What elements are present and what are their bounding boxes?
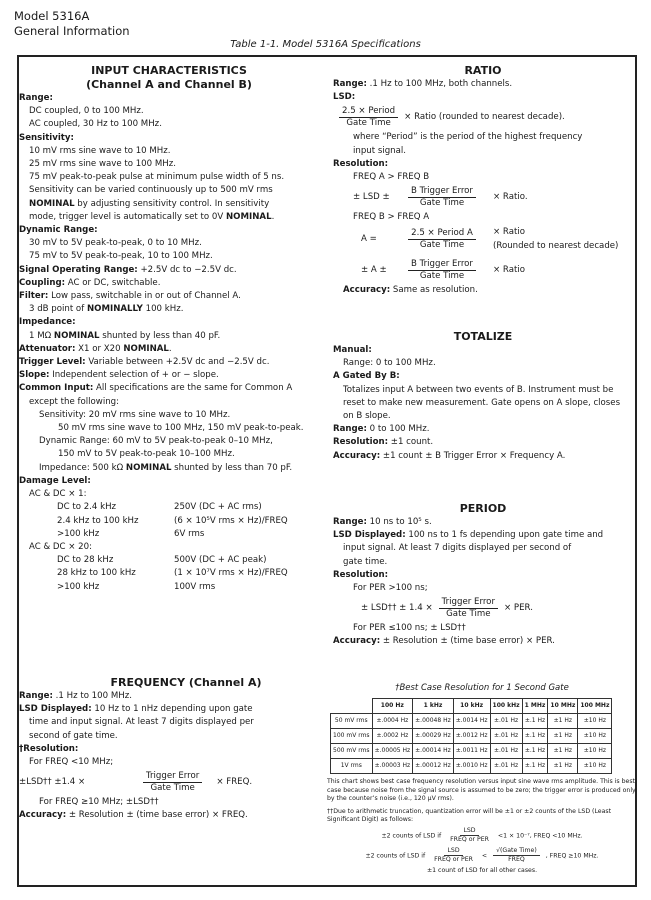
eq-suffix: × Ratio.: [493, 192, 528, 203]
fraction: [493, 847, 540, 864]
table-cell: ±10 Hz: [578, 714, 612, 729]
damage-range: >100 kHz: [57, 528, 100, 539]
spec-line: [19, 330, 319, 343]
ratio-section: [333, 64, 633, 297]
spec-line: second of gate time.: [29, 730, 118, 741]
corner-cell: [331, 699, 373, 714]
spec-label: Accuracy:: [333, 636, 381, 647]
spec-label: Dynamic Range:: [19, 225, 98, 236]
spec-value: Variable between +2.5V dc and −2.5V dc.: [85, 357, 270, 368]
damage-range: DC to 28 kHz: [57, 555, 114, 566]
spec-line: [333, 450, 633, 463]
spec-line: [19, 290, 319, 303]
spec-line: DC coupled, 0 to 100 MHz.: [29, 106, 144, 117]
spec-label: Accuracy:: [343, 284, 391, 295]
spec-line: Dynamic Range: 60 mV to 5V peak-to-peak 0–10 MHz,: [39, 436, 273, 447]
spec-line: [19, 198, 319, 211]
text: Impedance: 500 kΩ: [39, 462, 126, 473]
spec-line: 150 mV to 5V peak-to-peak 10–100 MHz.: [58, 449, 235, 460]
numerator: Trigger Error: [439, 597, 498, 609]
denominator: Gate Time: [446, 609, 491, 620]
table-cell: ±.0010 Hz: [453, 759, 490, 774]
condition-suffix: , FREQ ≥10 MHz.: [545, 852, 599, 860]
spec-label: A Gated By B:: [333, 371, 400, 382]
eq-suffix: × FREQ.: [216, 777, 253, 788]
table-cell: ±10 Hz: [578, 759, 612, 774]
numerator: 2.5 × Period A: [408, 228, 476, 240]
spec-line: [19, 343, 319, 356]
spec-label: Range:: [333, 517, 367, 527]
table-cell: ±10 Hz: [578, 729, 612, 744]
table-header-row: [331, 699, 612, 714]
lsd-equation: [333, 106, 633, 129]
section-title: TOTALIZE: [453, 330, 513, 343]
text: 3 dB point of: [29, 304, 87, 315]
resolution-equation: [333, 597, 633, 620]
spec-label: Resolution:: [333, 158, 389, 169]
damage-range: 2.4 kHz to 100 kHz: [57, 515, 139, 526]
frequency-section: [19, 676, 319, 823]
damage-group-title: AC & DC × 20:: [29, 541, 93, 552]
spec-value: AC or DC, switchable.: [65, 277, 161, 288]
spec-label: Resolution:: [333, 569, 389, 580]
nominal-text: NOMINAL: [53, 330, 100, 341]
table-cell: ±.01 Hz: [490, 744, 522, 759]
table-row: [331, 714, 612, 729]
spec-value: .1 Hz to 100 MHz.: [52, 691, 132, 701]
spec-line: 75 mV to 5V peak-to-peak, 10 to 100 MHz.: [29, 251, 213, 262]
damage-row: [19, 567, 319, 580]
spec-line: [333, 529, 633, 542]
column-header: 100 MHz: [578, 699, 612, 714]
text: 100 kHz.: [142, 304, 184, 315]
period-section: [333, 502, 633, 649]
spec-line: time and input signal. At least 7 digits displayed per: [29, 717, 254, 728]
fraction: [339, 106, 398, 129]
spec-label: Signal Operating Range:: [19, 264, 138, 275]
spec-value: 100 ns to 1 fs depending upon gate time and: [405, 530, 604, 541]
spec-value: ± Resolution ± (time base error) × FREQ.: [66, 810, 248, 821]
damage-limit: 500V (DC + AC peak): [174, 555, 267, 566]
table-cell: ±.0011 Hz: [453, 744, 490, 759]
spec-value: +2.5V dc to −2.5V dc.: [137, 264, 237, 275]
resolution-equation: [333, 259, 633, 282]
condition-prefix: ±2 counts of LSD if: [381, 832, 442, 840]
spec-line: Totalizes input A between two events of B. Instrument must be: [343, 384, 614, 395]
table-caption: Table 1-1. Model 5316A Specifications: [230, 39, 421, 50]
numerator: LSD: [460, 827, 478, 836]
fraction: [447, 827, 492, 844]
spec-value: ± Resolution ± (time base error) × PER.: [380, 636, 555, 647]
table-cell: ±.00048 Hz: [413, 714, 454, 729]
damage-row: [19, 554, 319, 567]
table-cell: ±.0012 Hz: [453, 729, 490, 744]
note-chart-explanation: This chart shows best case frequency resolution versus input sine wave rms amplitude. This is best case because noise from the signal source is assumed to be zero; the trigger error is produced only by the counter’s noise (i.e., 120 μV rms).: [327, 778, 636, 803]
resolution-equation: [333, 186, 633, 209]
resolution-equation: [19, 771, 319, 794]
eq-suffix-group: [493, 226, 618, 252]
damage-row: [19, 528, 319, 541]
text: shunted by less than 70 pF.: [171, 462, 293, 473]
spec-label: LSD:: [333, 92, 356, 103]
spec-line: [19, 462, 319, 475]
spec-label: Filter:: [19, 291, 49, 302]
spec-line: Sensitivity: 20 mV rms sine wave to 10 MHz.: [39, 409, 231, 420]
table-cell: ±.00012 Hz: [413, 759, 454, 774]
spec-line: 10 mV rms sine wave to 10 MHz.: [29, 145, 171, 156]
spec-label: LSD Displayed:: [19, 704, 92, 715]
spec-label: Range:: [333, 79, 367, 89]
damage-range: DC to 2.4 kHz: [57, 502, 117, 513]
spec-line: [19, 703, 319, 716]
table-title: †Best Case Resolution for 1 Second Gate: [395, 683, 569, 693]
eq-suffix: × Ratio: [493, 264, 525, 275]
damage-limit: 100V rms: [174, 581, 216, 592]
eq-prefix: ± A ±: [361, 264, 387, 275]
spec-line: [19, 382, 319, 395]
spec-line: Sensitivity can be varied continuously up to 500 mV rms: [29, 185, 273, 196]
input-characteristics-section: [19, 64, 319, 594]
text: mode, trigger level is automatically set to 0V: [29, 211, 226, 222]
table-cell: ±.0004 Hz: [372, 714, 413, 729]
numerator: B Trigger Error: [408, 186, 476, 198]
spec-label: Range:: [333, 424, 367, 435]
damage-limit: (1 × 10⁷V rms × Hz)/FREQ: [174, 568, 288, 579]
table-cell: ±1 Hz: [548, 714, 578, 729]
eq-suffix: × Ratio (rounded to nearest decade).: [404, 112, 565, 123]
denominator: FREQ or PER: [450, 835, 489, 843]
damage-row: [19, 581, 319, 594]
page-header: [14, 9, 130, 39]
spec-value: ±1 count ± B Trigger Error × Frequency A.: [380, 450, 566, 461]
table-row: [331, 759, 612, 774]
row-header: 1V rms: [331, 759, 373, 774]
spec-line: For FREQ <10 MHz;: [29, 757, 114, 768]
numerator: LSD: [444, 847, 462, 856]
spec-label: Trigger Level:: [19, 357, 86, 368]
spec-line: [333, 635, 633, 648]
numerator: Trigger Error: [143, 771, 202, 783]
text: 1 MΩ: [29, 330, 54, 341]
resolution-table-section: [327, 682, 637, 875]
spec-label: Accuracy:: [333, 450, 381, 461]
spec-line: FREQ A > FREQ B: [353, 172, 430, 183]
nominal-text: NOMINAL: [225, 211, 272, 222]
spec-label: LSD Displayed:: [333, 530, 406, 541]
right-column: [327, 64, 636, 874]
spec-line: except the following:: [29, 396, 120, 407]
spec-line: input signal.: [353, 145, 406, 156]
section-subtitle: (Channel A and Channel B): [86, 78, 252, 91]
text: by adjusting sensitivity control. In sensitivity: [74, 198, 270, 209]
spec-label: Accuracy:: [19, 810, 67, 821]
spec-line: [333, 516, 633, 529]
fraction: [439, 597, 498, 620]
spec-line: 25 mV rms sine wave to 100 MHz.: [29, 159, 176, 170]
eq-prefix: ± LSD†† ± 1.4 ×: [361, 603, 433, 614]
table-cell: ±.1 Hz: [522, 759, 548, 774]
spec-value: ±1 count.: [388, 437, 434, 448]
spec-line: For PER >100 ns;: [353, 583, 428, 594]
totalize-section: [333, 330, 633, 463]
spec-line: mode, trigger level is automatically set to 0V NOMINAL.: [29, 211, 275, 222]
spec-label: Manual:: [333, 345, 372, 355]
resolution-table: [330, 698, 612, 774]
spec-line: 75 mV peak-to-peak pulse at minimum pulse width of 5 ns.: [29, 172, 285, 183]
spec-value: 0 to 100 MHz.: [366, 424, 430, 435]
table-cell: ±1 Hz: [548, 744, 578, 759]
table-notes: [327, 778, 637, 875]
model-name: Model 5316A: [14, 9, 90, 23]
table-cell: ±.1 Hz: [522, 729, 548, 744]
column-header: 1 MHz: [522, 699, 548, 714]
spec-line: [19, 369, 319, 382]
damage-row: [19, 515, 319, 528]
spec-label: Impedance:: [19, 317, 76, 328]
eq-note: (Rounded to nearest decade): [493, 240, 619, 251]
spec-label: Range:: [19, 691, 53, 701]
denominator: Gate Time: [346, 118, 391, 129]
truncation-condition: [327, 827, 637, 844]
text: .: [168, 343, 172, 354]
nominal-text: NOMINAL: [125, 462, 172, 473]
table-cell: ±1 Hz: [548, 759, 578, 774]
spec-value: Independent selection of + or − slope.: [49, 370, 219, 381]
section-title: FREQUENCY (Channel A): [110, 676, 262, 689]
table-cell: ±.1 Hz: [522, 714, 548, 729]
nominal-text: NOMINAL: [123, 343, 169, 354]
fraction: [397, 186, 487, 209]
spec-line: reset to make new measurement. Gate opens on A slope, closes: [343, 397, 621, 408]
spec-line: For FREQ ≥10 MHz; ±LSD††: [39, 797, 159, 808]
truncation-default: ±1 count of LSD for all other cases.: [426, 866, 538, 874]
table-cell: ±.01 Hz: [490, 729, 522, 744]
numerator: 2.5 × Period: [339, 106, 398, 118]
spec-line: [333, 423, 633, 436]
spec-line: [333, 436, 633, 449]
damage-row: [19, 501, 319, 514]
spec-line: where “Period” is the period of the highest frequency: [353, 132, 583, 143]
denominator: Gate Time: [150, 783, 195, 794]
condition-suffix: <1 × 10⁻⁷, FREQ <10 MHz.: [497, 832, 583, 840]
table-cell: ±.00014 Hz: [413, 744, 454, 759]
table-cell: ±.00005 Hz: [372, 744, 413, 759]
damage-range: 28 kHz to 100 kHz: [57, 568, 136, 579]
eq-prefix: A =: [361, 234, 377, 245]
table-cell: ±.00003 Hz: [372, 759, 413, 774]
spec-line: [333, 78, 633, 91]
eq-prefix: ±LSD†† ±1.4 ×: [19, 777, 86, 788]
spec-line: AC coupled, 30 Hz to 100 MHz.: [29, 119, 162, 130]
spec-label: Coupling:: [19, 277, 66, 288]
spec-line: FREQ B > FREQ A: [353, 212, 430, 223]
spec-line: [19, 303, 319, 316]
damage-limit: 250V (DC + AC rms): [174, 502, 262, 513]
column-header: 10 kHz: [453, 699, 490, 714]
eq-suffix: × PER.: [503, 603, 533, 614]
table-row: [331, 729, 612, 744]
spec-line: [19, 277, 319, 290]
damage-group-title: AC & DC × 1:: [29, 489, 87, 500]
table-cell: ±.1 Hz: [522, 744, 548, 759]
row-header: 100 mV rms: [331, 729, 373, 744]
spec-line: gate time.: [343, 556, 388, 567]
fraction: [397, 259, 487, 282]
denominator: FREQ: [508, 855, 525, 863]
numerator: B Trigger Error: [408, 259, 476, 271]
spec-line: input signal. At least 7 digits displayed per second of: [343, 543, 572, 554]
denominator: Gate Time: [419, 198, 465, 209]
spec-label: Damage Level:: [19, 475, 91, 486]
left-column: [19, 64, 319, 821]
relation: <: [481, 852, 488, 860]
resolution-equation: [333, 226, 633, 252]
damage-range: >100 kHz: [57, 581, 100, 592]
table-cell: ±10 Hz: [578, 744, 612, 759]
numerator: √(Gate Time): [493, 847, 540, 856]
spec-value: All specifications are the same for Common A: [93, 383, 293, 394]
text: shunted by less than 40 pF.: [99, 330, 221, 341]
eq-suffix: × Ratio: [493, 227, 525, 238]
fraction: [431, 847, 476, 864]
table-cell: ±.01 Hz: [490, 714, 522, 729]
spec-value: 10 ns to 10⁵ s.: [366, 517, 432, 527]
spec-line: Range: 0 to 100 MHz.: [343, 358, 436, 369]
column-header: 10 MHz: [548, 699, 578, 714]
denominator: Gate Time: [419, 270, 465, 281]
eq-prefix: ± LSD ±: [353, 192, 390, 203]
spec-line: on B slope.: [343, 411, 391, 422]
spec-line: [19, 356, 319, 369]
section-title: INPUT CHARACTERISTICS: [91, 64, 247, 77]
truncation-condition: [327, 847, 637, 864]
text: X1 or X20: [75, 343, 124, 354]
damage-limit: 6V rms: [174, 528, 205, 539]
table-row: [331, 744, 612, 759]
spec-value: Low pass, switchable in or out of Channel A.: [48, 291, 241, 302]
spec-label: Resolution:: [333, 437, 389, 448]
section-title: RATIO: [464, 64, 502, 77]
column-header: 100 kHz: [490, 699, 522, 714]
row-header: 500 mV rms: [331, 744, 373, 759]
denominator: Gate Time: [419, 240, 465, 251]
spec-line: 50 mV rms sine wave to 100 MHz, 150 mV peak-to-peak.: [58, 423, 304, 434]
nominal-text: NOMINAL: [29, 198, 75, 209]
spec-label: Common Input:: [19, 383, 94, 394]
spec-label: Sensitivity:: [19, 132, 74, 143]
column-header: 1 kHz: [413, 699, 454, 714]
note-truncation: ††Due to arithmetic truncation, quantization error will be ±1 or ±2 counts of the LSD (Least Significant Digit) as follows:: [327, 807, 612, 824]
spec-label: Slope:: [19, 370, 50, 381]
row-header: 50 mV rms: [331, 714, 373, 729]
section-name: General Information: [14, 24, 130, 38]
spec-label: Range:: [19, 93, 53, 103]
fraction: [397, 228, 487, 251]
spec-line: For PER ≤100 ns; ± LSD††: [353, 623, 466, 634]
table-cell: ±.0002 Hz: [372, 729, 413, 744]
section-title: PERIOD: [459, 502, 507, 515]
denominator: FREQ or PER: [434, 855, 473, 863]
damage-limit: (6 × 10⁵V rms × Hz)/FREQ: [174, 515, 288, 526]
spec-line: [333, 284, 633, 297]
table-cell: ±.01 Hz: [490, 759, 522, 774]
fraction: [143, 771, 202, 794]
spec-line: 30 mV to 5V peak-to-peak, 0 to 10 MHz.: [29, 238, 202, 249]
column-header: 100 Hz: [372, 699, 413, 714]
spec-label: Attenuator:: [19, 343, 76, 354]
spec-label: †Resolution:: [19, 743, 79, 754]
table-cell: ±.00029 Hz: [413, 729, 454, 744]
spec-value: .1 Hz to 100 MHz, both channels.: [366, 79, 513, 89]
spec-value: 10 Hz to 1 nHz depending upon gate: [91, 704, 253, 715]
nominal-text: NOMINALLY: [86, 304, 143, 315]
spec-line: [19, 264, 319, 277]
spec-value: Same as resolution.: [390, 284, 478, 295]
spec-line: [19, 809, 319, 822]
table-cell: ±1 Hz: [548, 729, 578, 744]
condition-prefix: ±2 counts of LSD if: [365, 852, 426, 860]
table-cell: ±.0014 Hz: [453, 714, 490, 729]
spec-line: [19, 690, 319, 703]
